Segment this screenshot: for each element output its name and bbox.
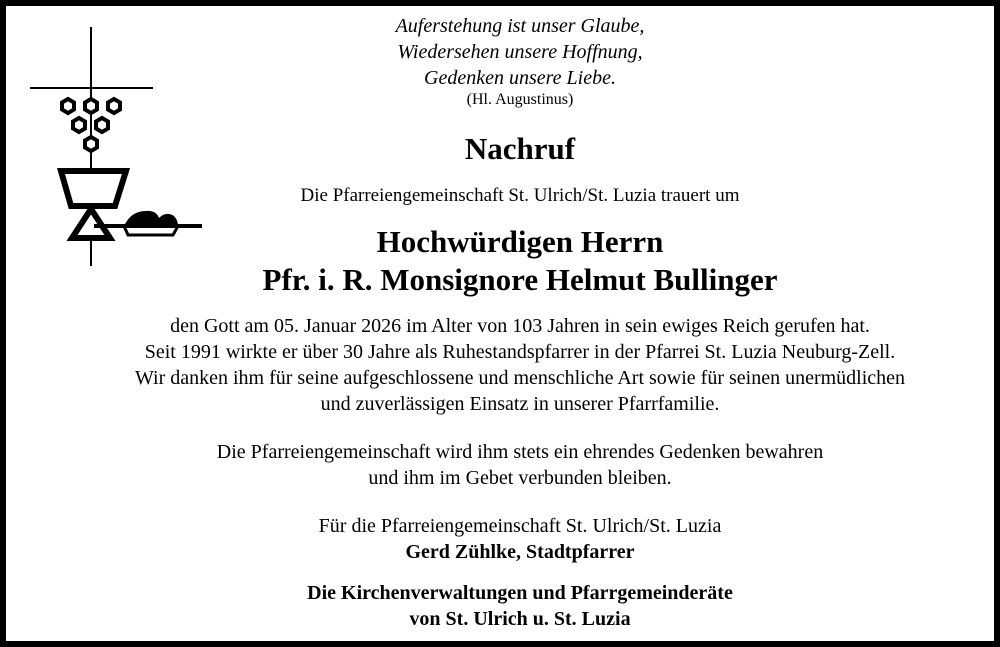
motto-line: Wiedersehen unsere Hoffnung, xyxy=(397,41,643,63)
signature-signer: Gerd Zühlke, Stadtpfarrer xyxy=(405,541,635,563)
signature-groups: Die Kirchenverwaltungen und Pfarrgemeinderäte xyxy=(307,582,733,604)
closing-line: und ihm im Gebet verbunden bleiben. xyxy=(368,467,672,489)
closing-line: Die Pfarreiengemeinschaft wird ihm stets ein ehrendes Gedenken bewahren xyxy=(216,441,824,463)
signature-for: Für die Pfarreiengemeinschaft St. Ulrich/St. Luzia xyxy=(318,515,722,537)
deceased-title: Hochwürdigen Herrn xyxy=(376,224,664,259)
body-line: Wir danken ihm für seine aufgeschlossene und menschliche Art sowie für seinen unermüdlichen xyxy=(134,367,906,389)
body-line: Seit 1991 wirkte er über 30 Jahre als Ruhestandspfarrer in der Pfarrei St. Luzia Neuburg-Zell. xyxy=(144,341,896,363)
body-line: und zuverlässigen Einsatz in unserer Pfarrfamilie. xyxy=(320,393,720,415)
motto-line: Auferstehung ist unser Glaube, xyxy=(395,15,645,37)
body-line: den Gott am 05. Januar 2026 im Alter von 103 Jahren in sein ewiges Reich gerufen hat. xyxy=(170,315,870,337)
intro-text: Die Pfarreiengemeinschaft St. Ulrich/St. Luzia trauert um xyxy=(300,185,740,206)
heading: Nachruf xyxy=(464,131,576,166)
signature-groups: von St. Ulrich u. St. Luzia xyxy=(409,608,631,630)
deceased-name: Pfr. i. R. Monsignore Helmut Bullinger xyxy=(262,262,778,297)
motto-line: Gedenken unsere Liebe. xyxy=(424,67,616,89)
motto-source: (Hl. Augustinus) xyxy=(466,91,574,108)
